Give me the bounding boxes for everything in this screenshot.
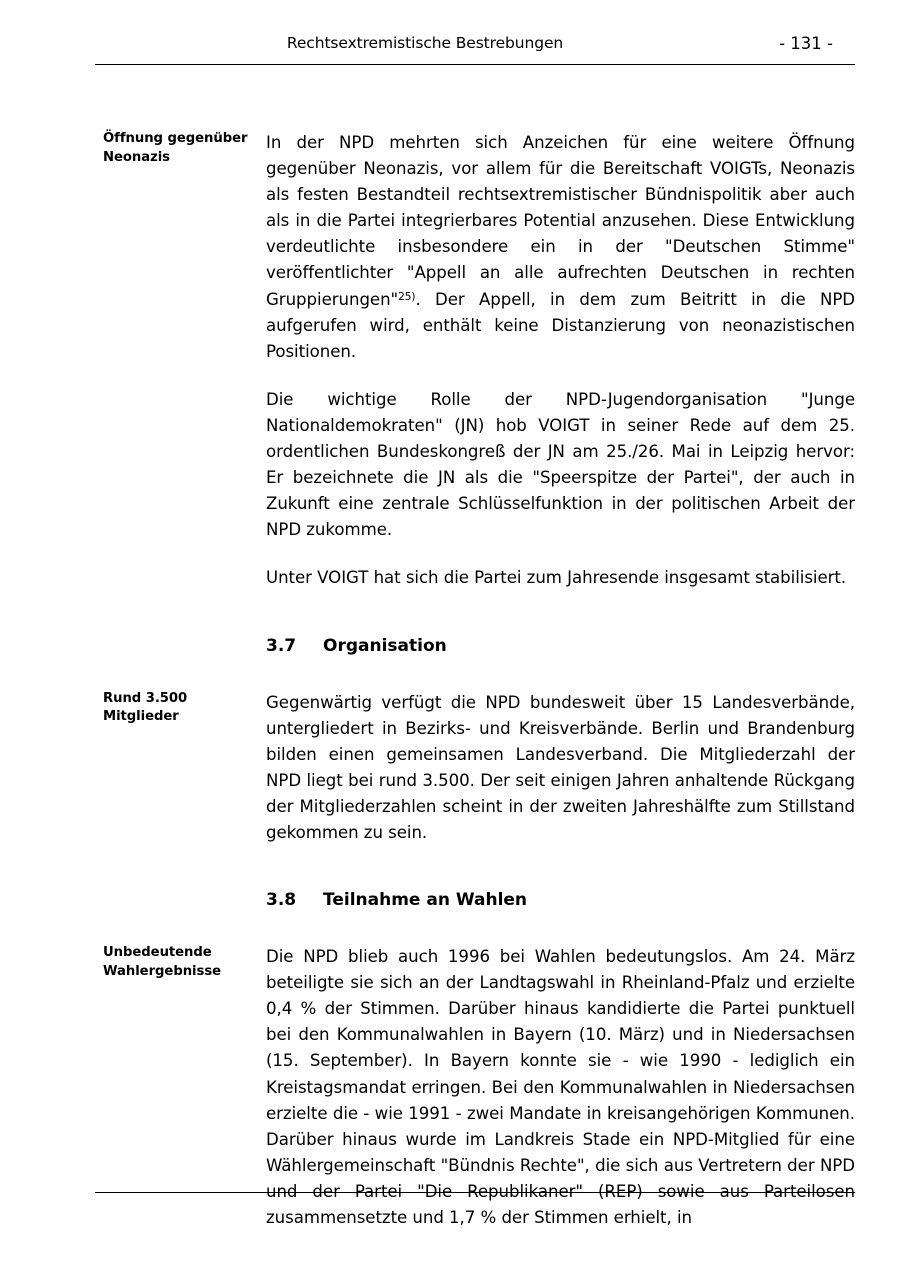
section-title: Teilnahme an Wahlen [323,890,528,911]
paragraph-text-tail: . Der Appell, in dem zum Beitritt in die NPD aufgerufen wird, enthält keine Distanzierung von neonazistischen Positionen. [266,289,855,361]
spacer [103,592,855,636]
paragraph-text: In der NPD mehrten sich Anzeichen für eine weitere Öffnung gegenüber Neonazis, vor allem für die Bereitschaft VOIGTs, Neonazis als festen Bestandteil rechtsextremistischer Bündnispolitik aber auch als in die Partei integrierbares Potential anzusehen. Diese Entwicklung verdeutlichte insbesondere ein in der "Deutschen Stimme" veröffentlichter "Appell an alle aufrechten Deutschen in rechten Gruppierungen" [266,133,855,309]
section-number: 3.8 [266,890,297,911]
footer-rule [95,1192,855,1193]
page-content [103,130,855,1231]
paragraph: Die NPD blieb auch 1996 bei Wahlen bedeutungslos. Am 24. März beteiligte sie sich an der Landtagswahl in Rheinland-Pfalz und erzielte 0,4 % der Stimmen. Darüber hinaus kandidierte die Partei punktuell bei den Kommunalwahlen in Bayern (10. März) und in Niedersachsen (15. September). In Bayern konnte sie - wie 1990 - lediglich ein Kreistagsmandat erringen. Bei den Kommunalwahlen in Niedersachsen erzielte die - wie 1991 - zwei Mandate in kreisangehörigen Kommunen. Darüber hinaus wurde im Landkreis Stade ein NPD-Mitglied für eine Wählergemeinschaft "Bündnis Rechte", die sich aus Vertretern der NPD und der Partei "Die Republikaner" (REP) sowie aus Parteilosen zusammensetzte und 1,7 % der Stimmen erhielt, in [266,947,855,1227]
spacer [103,910,855,944]
section-block-neonazis [103,130,855,592]
page-number: - 131 - [779,34,833,53]
header-title: Rechtsextremistische Bestrebungen [286,34,564,52]
header-rule [95,64,855,65]
spacer [103,846,855,890]
margin-note-unbedeutende-wahlergebnisse: Unbedeutende Wahlergebnisse [103,945,222,979]
section-number: 3.7 [266,635,297,656]
body-column-organisation [266,690,855,847]
margin-note-rund-3500-mitglieder: Rund 3.500 Mitglieder [103,690,188,724]
section-block-wahlen [103,944,855,1231]
paragraph: Unter VOIGT hat sich die Partei zum Jahresende insgesamt stabilisiert. [266,568,847,588]
section-title: Organisation [323,635,447,656]
paragraph [266,130,855,365]
paragraph: Gegenwärtig verfügt die NPD bundesweit über 15 Landesverbände, untergliedert in Bezirks- und Kreisverbände. Berlin und Brandenburg bilden einen gemeinsamen Landesverband. Die Mitgliederzahl der NPD liegt bei rund 3.500. Der seit einigen Jahren anhaltende Rückgang der Mitgliederzahlen scheint in der zweiten Jahreshälfte zum Stillstand gekommen zu sein. [266,692,855,842]
section-heading-3-7 [266,636,855,656]
section-heading-3-8 [266,890,855,910]
footnote-marker: 25) [398,290,416,303]
margin-note-oeffnung-gegenueber-neonazis: Öffnung gegenüber Neonazis [103,131,248,165]
body-column-wahlen [266,944,855,1231]
body-column-neonazis [266,130,855,592]
spacer [103,656,855,690]
section-block-organisation [103,690,855,847]
paragraph: Die wichtige Rolle der NPD-Jugendorganisation "Junge Nationaldemokraten" (JN) hob VOIGT in seiner Rede auf dem 25. ordentlichen Bundeskongreß der JN am 25./26. Mai in Leipzig hervor: Er bezeichnete die JN als die "Speerspitze der Partei", der auch in Zukunft eine zentrale Schlüsselfunktion in der politischen Arbeit der NPD zukomme. [266,389,855,540]
page-header [95,34,855,60]
